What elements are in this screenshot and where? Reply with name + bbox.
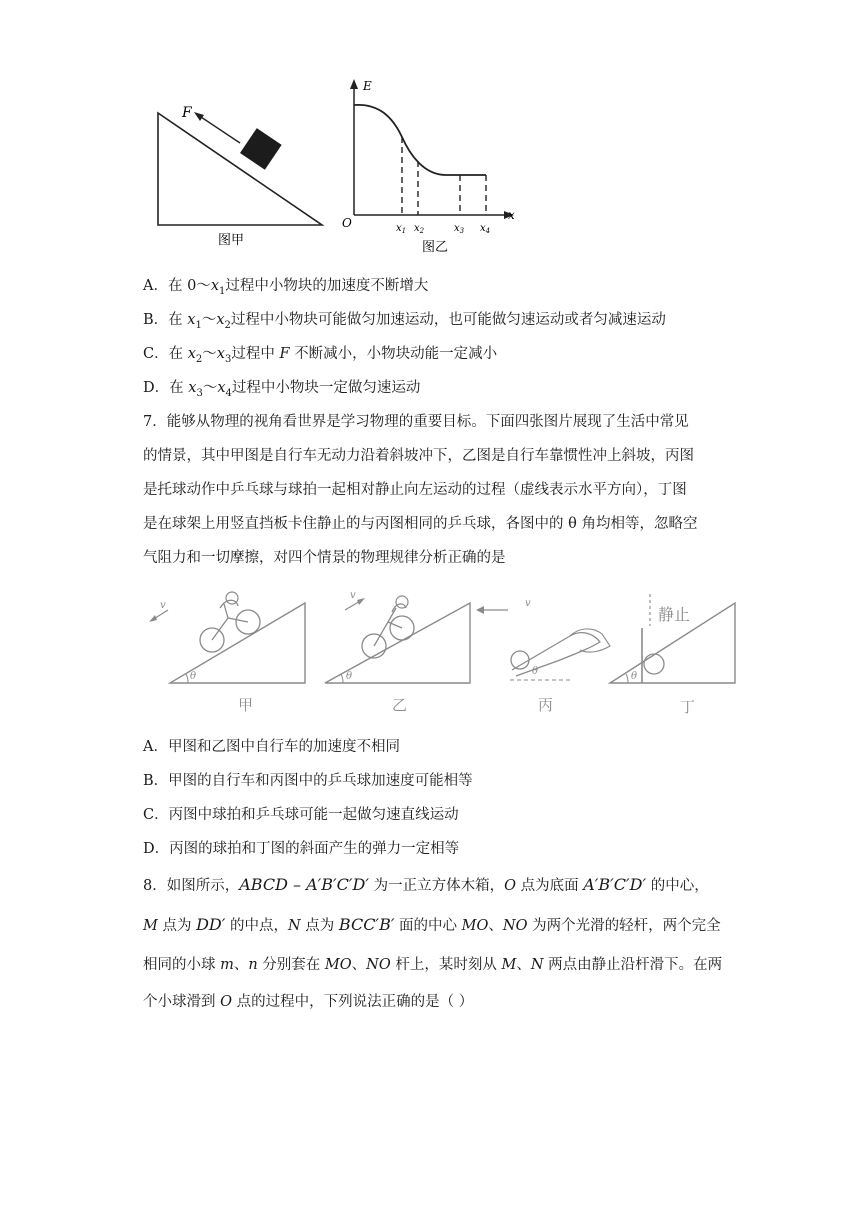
scene-yi bbox=[325, 590, 470, 714]
q7-option-c: C．丙图中球拍和乒乓球可能一起做匀速直线运动 bbox=[143, 807, 459, 823]
y-axis-label: E bbox=[363, 79, 372, 93]
hand bbox=[570, 629, 610, 652]
scene-bing bbox=[476, 598, 610, 714]
q8-line-2: M 点为 DD′ 的中点，N 点为 BCC′B′ 面的中心 MO、NO 为两个光滑的轻杆，两个完全 bbox=[143, 915, 721, 934]
theta-label: θ bbox=[631, 671, 638, 682]
block bbox=[240, 128, 282, 170]
q7-option-d: D．丙图的球拍和丁图的斜面产生的弹力一定相等 bbox=[143, 841, 460, 857]
q7-option-a: A．甲图和乙图中自行车的加速度不相同 bbox=[143, 739, 400, 755]
q7-option-b: B．甲图的自行车和丙图中的乒乓球加速度可能相等 bbox=[143, 773, 473, 789]
energy-curve bbox=[354, 105, 486, 175]
caption-ding: 丁 bbox=[680, 698, 696, 716]
q7-stem bbox=[143, 412, 733, 582]
figure-yi bbox=[336, 75, 536, 255]
q6-option-c: C．在 $x_2\sim x_3$过程中 F 不断减小，小物块动能一定减小 bbox=[143, 346, 498, 365]
y-axis-arrow bbox=[350, 79, 358, 89]
tick-x2: $x_2$ bbox=[414, 223, 425, 235]
force-arrow bbox=[198, 115, 240, 143]
origin-label: O bbox=[342, 216, 352, 230]
paddle bbox=[512, 633, 600, 676]
static-label: 静止 bbox=[658, 605, 691, 624]
q7-line: 7．能够从物理的视角看世界是学习物理的重要目标。下面四张图片展现了生活中常见 bbox=[143, 414, 689, 430]
caption-yi: 图乙 bbox=[422, 240, 449, 255]
tick-x4: $x_4$ bbox=[480, 223, 491, 235]
caption-bing: 丙 bbox=[538, 696, 554, 714]
ping-pong-ball bbox=[511, 651, 529, 669]
theta-label: θ bbox=[346, 671, 353, 682]
caption-jia: 甲 bbox=[238, 696, 254, 714]
figure-jia bbox=[150, 95, 330, 250]
q8-line-1: 8．如图所示，ABCD – A′B′C′D′ 为一正立方体木箱，O 点为底面 A′B′C′D′ 的中心， bbox=[143, 875, 709, 894]
ping-pong-ball bbox=[644, 654, 664, 674]
q6-option-b: B．在 $x_1\sim x_2$过程中小物块可能做匀加速运动，也可能做匀速运动或者匀减速运动 bbox=[143, 312, 666, 331]
caption-yi: 乙 bbox=[392, 696, 408, 714]
q7-line: 的情景，其中甲图是自行车无动力沿着斜坡冲下，乙图是自行车靠惯性冲上斜坡，丙图 bbox=[143, 448, 694, 464]
scene-jia bbox=[149, 592, 305, 714]
incline-triangle bbox=[158, 113, 322, 225]
q8-line-4: 个小球滑到 O 点的过程中，下列说法正确的是（ ） bbox=[143, 994, 474, 1010]
q6-option-d: D．在 $x_3\sim x_4$过程中小物块一定做匀速运动 bbox=[143, 380, 421, 399]
rider-head bbox=[226, 592, 238, 604]
q7-line: 是在球架上用竖直挡板卡住静止的与丙图相同的乒乓球，各图中的 θ 角均相等，忽略空 bbox=[143, 516, 698, 532]
force-arrowhead bbox=[194, 112, 204, 121]
rider-head bbox=[396, 596, 408, 608]
v-label: v bbox=[525, 598, 531, 609]
q6-option-a: A．在 $0\sim x_1$过程中小物块的加速度不断增大 bbox=[143, 278, 429, 297]
q7-line: 气阻力和一切摩擦，对四个情景的物理规律分析正确的是 bbox=[143, 550, 506, 566]
theta-label: θ bbox=[532, 666, 539, 677]
force-label: F bbox=[182, 105, 192, 121]
v-label: v bbox=[350, 590, 356, 601]
tick-x3: $x_3$ bbox=[454, 223, 465, 235]
v-label: v bbox=[160, 600, 166, 611]
q8-line-3: 相同的小球 m、n 分别套在 MO、NO 杆上，某时刻从 M、N 两点由静止沿杆滑下。在两 bbox=[143, 957, 723, 973]
caption-jia: 图甲 bbox=[218, 233, 245, 248]
theta-label: θ bbox=[190, 671, 197, 682]
x-axis-label: x bbox=[508, 208, 515, 222]
scene-ding bbox=[610, 594, 735, 716]
tick-x1: $x_1$ bbox=[396, 223, 407, 235]
figure-scenes bbox=[140, 588, 740, 718]
q7-line: 是托球动作中乒乓球与球拍一起相对静止向左运动的过程（虚线表示水平方向），丁图 bbox=[143, 482, 687, 498]
